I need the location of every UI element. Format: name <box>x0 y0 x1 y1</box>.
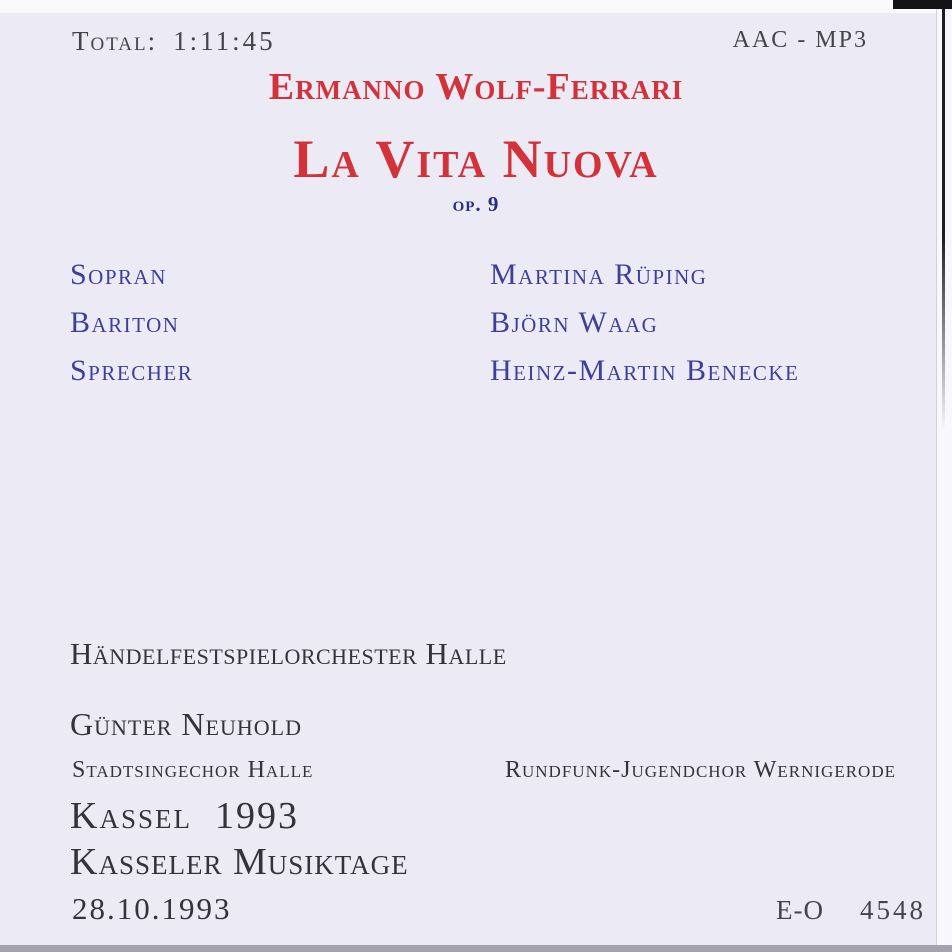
scan-edge-bottom <box>0 945 952 952</box>
cast-list <box>70 260 799 404</box>
conductor-name: Günter Neuhold <box>70 706 302 742</box>
choir-name-left: Stadtsingechor Halle <box>72 757 314 783</box>
total-time: 1:11:45 <box>173 26 276 56</box>
opus-number: op. 9 <box>452 192 500 216</box>
cast-performer: Heinz-Martin Benecke <box>490 354 800 387</box>
work-title: La Vita Nuova <box>293 129 659 189</box>
cast-row-sprecher <box>70 356 799 386</box>
event-festival: Kasseler Musiktage <box>70 841 409 883</box>
total-duration <box>72 28 276 55</box>
event-date: 28.10.1993 <box>72 891 232 926</box>
orchestra-name: Händelfestspielorchester Halle <box>70 636 507 671</box>
scan-edge-top <box>0 0 952 13</box>
cast-role: Bariton <box>70 306 180 339</box>
catalog-number: 4548 <box>860 895 926 925</box>
composer-name: Ermanno Wolf-Ferrari <box>268 66 684 108</box>
catalog-id <box>776 897 926 924</box>
cast-performer: Martina Rüping <box>490 258 708 291</box>
cast-role: Sopran <box>70 258 167 291</box>
cast-row-sopran <box>70 260 799 290</box>
cast-role: Sprecher <box>70 354 194 387</box>
audio-format-label: AAC - MP3 <box>732 27 868 53</box>
choir-name-right: Rundfunk-Jugendchor Wernigerode <box>505 757 896 783</box>
scan-edge-right-shadow <box>942 0 945 430</box>
total-label: Total: <box>72 26 158 56</box>
cast-performer: Björn Waag <box>490 306 659 339</box>
event-city-year: Kassel 1993 <box>70 795 299 837</box>
scan-edge-top-right <box>893 0 952 9</box>
cast-row-bariton <box>70 308 799 338</box>
catalog-code: E-O <box>776 895 824 925</box>
